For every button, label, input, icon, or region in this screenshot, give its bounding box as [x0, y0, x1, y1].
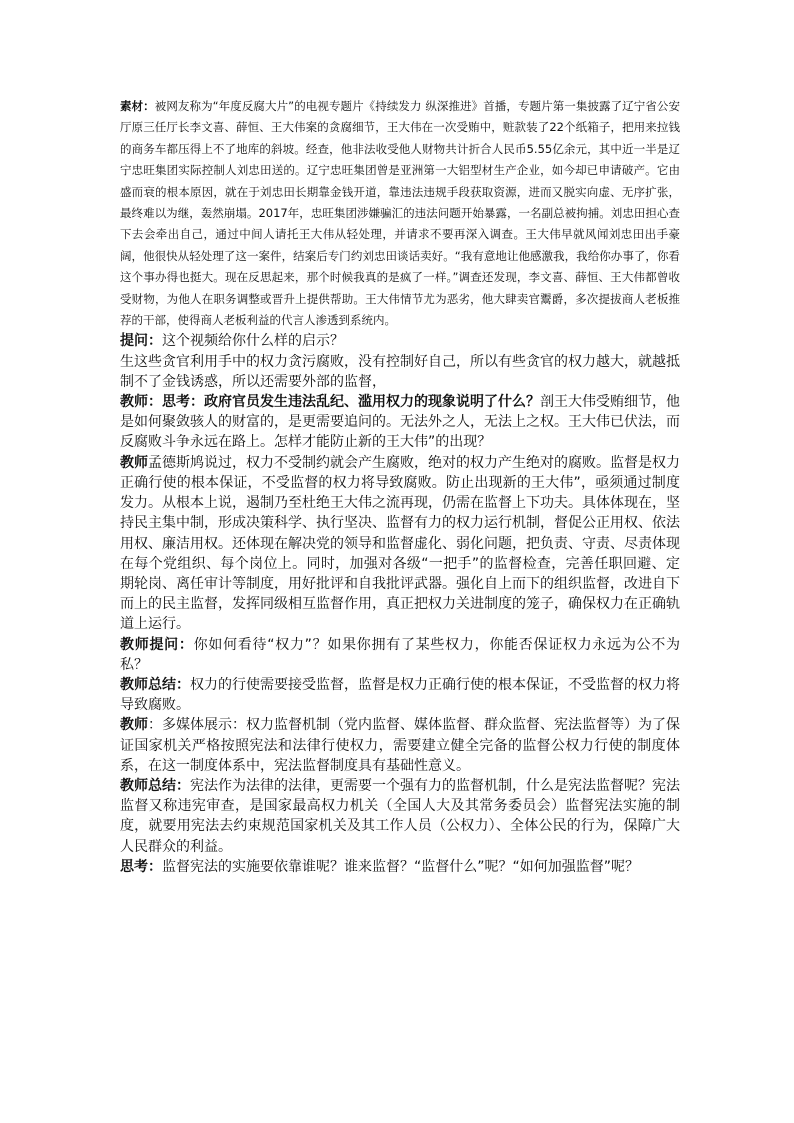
material-paragraph [120, 96, 680, 331]
teacher-summary-label: 教师总结： [120, 676, 190, 693]
final-think-paragraph [120, 857, 680, 877]
multimedia-label: 教师 [120, 717, 148, 734]
teacher-summary-text: 权力的行使需要接受监督，监督是权力正确行使的根本保证，不受监督的权力将导致腐败。 [120, 676, 680, 714]
material-text: 被网友称为“年度反腐大片”的电视专题片《持续发力 纵深推进》首播，专题片第一集披露了辽宁省公安厅原三任厅长李文喜、薛恒、王大伟案的贪腐细节，王大伟在一次受贿中，赃款装了22个纸箱子，把用来拉钱的商务车都压得上不了地库的斜坡。经查，他非法收受他人财物共计折合人民币5.55亿余元，其中近一半是辽宁忠旺集团实际控制人刘忠田送的。辽宁忠旺集团曾是亚洲第一大铝型材生产企业，如今却已申请破产。它由盛而衰的根本原因，就在于刘忠田长期靠金钱开道，靠违法违规手段获取资源，进而又脱实向虚、无序扩张，最终难以为继，轰然崩塌。2017年，忠旺集团涉嫌骗汇的违法问题开始暴露，一名副总被拘捕。刘忠田担心查下去会牵出自己，通过中间人请托王大伟从轻处理，并请求不要再深入调查。王大伟早就风闻刘忠田出手豪阔，他很快从轻处理了这一案件，结案后专门约刘忠田谈话卖好。“我有意地让他感激我，我给你办事了，你看这个事办得也挺大。现在反思起来，那个时候我真的是疯了一样。”调查还发现，李文喜、薛恒、王大伟都曾收受财物，为他人在职务调整或晋升上提供帮助。王大伟情节尤为恶劣，他大肆卖官鬻爵，多次提拔商人老板推荐的干部，使得商人老板利益的代言人渗透到系统内。 [120, 99, 680, 328]
final-think-text: 监督宪法的实施要依靠谁呢？谁来监督？“监督什么”呢？“如何加强监督”呢？ [162, 858, 640, 875]
teacher-think-paragraph [120, 392, 680, 453]
teacher-summary2-label: 教师总结： [120, 777, 190, 794]
teacher-question-label: 教师提问： [120, 636, 194, 653]
multimedia-paragraph [120, 715, 680, 776]
material-label: 素材： [120, 99, 155, 113]
teacher-think-tail: 剖王大伟受贿细节，他是如何聚敛骇人的财富的，是更需要追问的。无法外之人，无法上之权。王大伟已伏法，而反腐败斗争永远在路上。怎样才能防止新的王大伟”的出现？ [120, 394, 680, 451]
question-paragraph [120, 331, 680, 351]
student-answer-paragraph [120, 352, 680, 392]
question-text: 这个视频给你什么样的启示？ [162, 333, 344, 350]
teacher-summary2-paragraph [120, 776, 680, 857]
teacher-summary-paragraph [120, 675, 680, 715]
student-answer-text: 这些贪官利用手中的权力贪污腐败，没有控制好自己，所以有些贪官的权力越大，就越抵制不了金钱诱惑，所以还需要外部的监督， [120, 353, 680, 390]
teacher-summary2-text: 宪法作为法律的法律，更需要一个强有力的监督机制，什么是宪法监督呢？宪法监督又称违宪审查，是国家最高权力机关（全国人大及其常务委员会）监督宪法实施的制度，就要用宪法去约束规范国家机关及其工作人员（公权力）、全体公民的行为，保障广大人民群众的利益。 [120, 777, 680, 855]
document-page [120, 96, 680, 877]
teacher-think-question: 政府官员发生违法乱纪、滥用权力的现象说明了什么？ [204, 394, 540, 411]
teacher-explain-text: 孟德斯鸠说过，权力不受制约就会产生腐败，绝对的权力产生绝对的腐败。监督是权力正确行使的根本保证，不受监督的权力将导致腐败。防止出现新的王大伟”，亟须通过制度发力。从根本上说，遏制乃至杜绝王大伟之流再现，仍需在监督上下功夫。具体体现在，坚持民主集中制，形成决策科学、执行坚决、监督有力的权力运行机制，督促公正用权、依法用权、廉洁用权。还体现在解决党的领导和监督虚化、弱化问题，把负责、守责、尽责体现在每个党组织、每个岗位上。同时，加强对各级“一把手”的监督检查，完善任职回避、定期轮岗、离任审计等制度，用好批评和自我批评武器。强化自上而下的组织监督，改进自下而上的民主监督，发挥同级相互监督作用，真正把权力关进制度的笼子，确保权力在正确轨道上运行。 [120, 454, 680, 633]
teacher-think-label: 教师：思考： [120, 394, 204, 411]
question-label: 提问： [120, 333, 162, 350]
teacher-question-paragraph [120, 635, 680, 675]
teacher-question-text: 你如何看待“权力”？如果你拥有了某些权力，你能否保证权力永远为公不为私？ [120, 636, 680, 673]
teacher-label: 教师 [120, 454, 148, 471]
student-label: 生 [120, 353, 134, 370]
teacher-explain-paragraph [120, 453, 680, 635]
multimedia-text: ：多媒体展示：权力监督机制（党内监督、媒体监督、群众监督、宪法监督等）为了保证国家机关严格按照宪法和法律行使权力，需要建立健全完备的监督公权力行使的制度体系，在这一制度体系中，宪法监督制度具有基础性意义。 [120, 717, 680, 774]
final-think-label: 思考： [120, 858, 162, 875]
